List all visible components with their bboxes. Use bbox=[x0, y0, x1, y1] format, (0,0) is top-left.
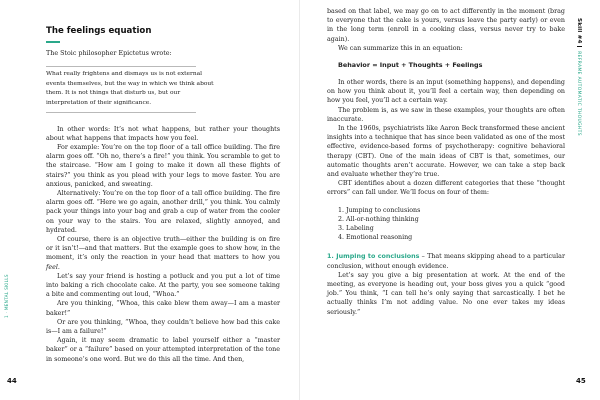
paragraph: Let’s say you give a big presentation at work. At the end of the meeting, as everyone is heading out, your boss gives you a quick “good job.” You think, “I can tell he’s only saying that sarcastically. I bet he actually thinks I’m not adding value. No one ever takes my ideas seriously.” bbox=[327, 271, 565, 316]
list-item: 2. All-or-nothing thinking bbox=[338, 215, 419, 223]
page-number-right: 45 bbox=[576, 377, 586, 385]
skill-title: REFRAME AUTOMATIC THOUGHTS bbox=[576, 51, 581, 136]
paragraph: Let’s say your friend is hosting a potluck and you put a lot of time into baking a rich chocolate cake. At the party, you see someone taking a bite and commenting out loud, “Whoa.” bbox=[46, 272, 280, 299]
skill-number: Skill #4 bbox=[576, 18, 582, 44]
jumping-lead: 1. Jumping to conclusions bbox=[327, 253, 420, 261]
paragraph: In other words: It’s not what happens, but rather your thoughts about what happens that impacts how you feel. bbox=[46, 125, 280, 142]
paragraph-course bbox=[46, 235, 280, 272]
emphasis-feel: feel bbox=[46, 263, 58, 271]
paragraph-text-end: . bbox=[57, 263, 60, 271]
intro-text: The Stoic philosopher Epictetus wrote: bbox=[46, 49, 172, 57]
quote-rule-bottom bbox=[46, 112, 196, 113]
list-item: 4. Emotional reasoning bbox=[338, 234, 413, 242]
left-page-content bbox=[46, 26, 280, 364]
skill-side-label bbox=[574, 18, 593, 136]
paragraph: For example: You’re on the top floor of a tall office building. The fire alarm goes off. “Oh no, there’s a fire!” you think. You scramble to get to the staircase. “How am I going to make it down all these flights of stairs?” you think as you plead with your legs to move faster. You are anxious, panicked, and sweating. bbox=[46, 143, 280, 188]
paragraph: based on that label, we may go on to act differently in the moment (brag to everyone that the cake is yours, versus leave the party early) or even in the long term (enroll in a cooking class, versus never try to bake again). bbox=[327, 8, 565, 43]
jumping-text: – That means skipping ahead to a particular conclusion, without enough evidence. bbox=[327, 253, 565, 270]
chapter-side-label: 1 · MENTAL SKILLS bbox=[4, 274, 9, 318]
right-page bbox=[300, 0, 600, 400]
section-title: The feelings equation bbox=[46, 26, 152, 36]
quote-rule-top bbox=[46, 66, 196, 67]
right-page-content bbox=[327, 7, 565, 317]
paragraph-text: Of course, there is an objective truth—either the building is on fire or it isn’t!—and that matters. But the example goes to show how, in the moment, it’s only the reaction in your head that matters to how you bbox=[46, 235, 280, 262]
page-number-left: 44 bbox=[7, 377, 17, 385]
paragraph: CBT identifies about a dozen different categories that these “thought errors” can fall under. We’ll focus on four of them: bbox=[327, 180, 565, 197]
title-accent-rule bbox=[46, 41, 60, 43]
jumping-paragraph bbox=[327, 252, 565, 270]
epictetus-quote bbox=[46, 66, 216, 113]
paragraph: We can summarize this in an equation: bbox=[338, 44, 463, 52]
paragraph: Are you thinking, “Whoa, this cake blew them away—I am a master baker!” bbox=[46, 300, 280, 317]
paragraph: In the 1960s, psychiatrists like Aaron Beck transformed these ancient insights into a technique that has since been validated as one of the most effective, evidence-based forms of psychotherapy: cognitive behavioral therapy (CBT). One of the main ideas of CBT is that, sometimes, our automatic thoughts aren’t accurate. However, we can take a step back and evaluate whether they’re true. bbox=[327, 125, 565, 179]
skill-divider bbox=[577, 46, 582, 47]
thought-errors-list bbox=[338, 206, 565, 243]
quote-text: What really frightens and dismays us is not external events themselves, but the way in which we think about them. It is not things that disturb us, but our interpretation of their significance. bbox=[46, 71, 214, 106]
feelings-equation: Behavior = Input + Thoughts + Feelings bbox=[338, 61, 483, 70]
paragraph: Again, it may seem dramatic to label yourself either a “master baker” or a “failure” based on your attempted interpretation of the tone in someone’s one word. But we do this all the time. And then, bbox=[46, 337, 280, 363]
list-item: 3. Labeling bbox=[338, 225, 374, 233]
paragraph: Or are you thinking, “Whoa, they couldn’t believe how bad this cake is—I am a failure!” bbox=[46, 318, 280, 335]
paragraph: The problem is, as we saw in these examples, your thoughts are often inaccurate. bbox=[327, 106, 565, 123]
paragraph: In other words, there is an input (something happens), and depending on how you think about it, you’ll feel a certain way, then depending on how you feel, you’ll act a certain way. bbox=[327, 79, 565, 105]
paragraph: Alternatively: You’re on the top floor of a tall office building. The fire alarm goes off. “Here we go again, another drill,” you think. You calmly pack your things into your bag and grab a cup of water from the cooler on your way to the stairs. You are relaxed, slightly annoyed, and hydrated. bbox=[46, 189, 280, 234]
list-item: 1. Jumping to conclusions bbox=[338, 206, 421, 214]
